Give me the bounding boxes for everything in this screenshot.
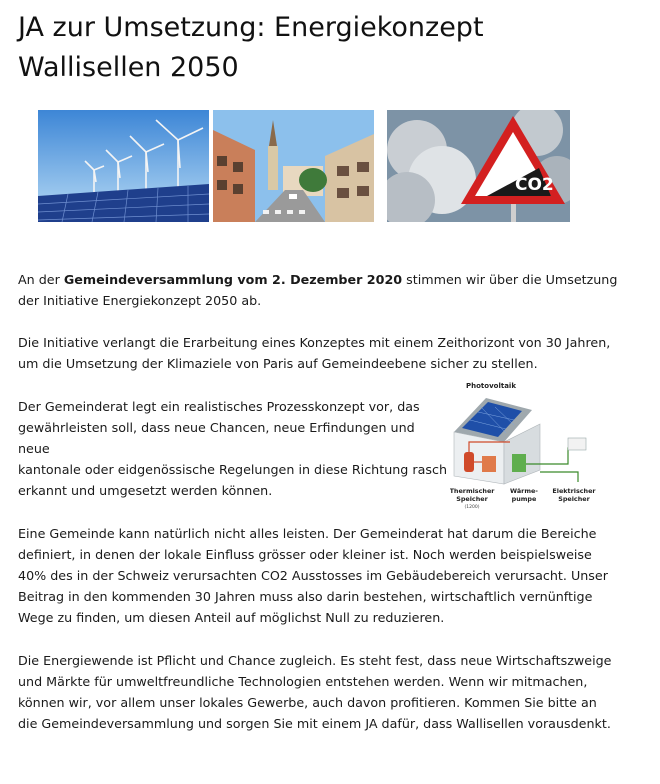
text-line: die Gemeindeversammlung und sorgen Sie mit einem JA dafür, dass Wallisellen vorausdenkt. bbox=[18, 716, 611, 731]
paragraph-energiewende bbox=[18, 650, 638, 734]
text-line: kantonale oder eidgenössische Regelungen in diese Richtung rasch bbox=[18, 462, 447, 477]
label-heat-2: pumpe bbox=[511, 495, 537, 503]
label-elec-2: Speicher bbox=[558, 495, 590, 503]
text-line: und Märkte für umweltfreundliche Technologien entstehen werden. Wenn wir mitmachen, bbox=[18, 674, 588, 689]
text-line: um die Umsetzung der Klimaziele von Paris auf Gemeindeebene sicher zu stellen. bbox=[18, 356, 538, 371]
label-thermal: Thermischer bbox=[450, 487, 495, 495]
text-line: Eine Gemeinde kann natürlich nicht alles leisten. Der Gemeinderat hat darum die Bereiche bbox=[18, 526, 597, 541]
photo-wind-solar bbox=[38, 110, 209, 222]
text-line: Der Gemeinderat legt ein realistisches Prozesskonzept vor, das bbox=[18, 399, 420, 414]
co2-sign-text: CO2 bbox=[515, 175, 554, 195]
text-line: definiert, in denen der lokale Einfluss grösser oder kleiner ist. Noch werden beispielsweise bbox=[18, 547, 592, 562]
title-line-1: JA zur Umsetzung: Energiekonzept bbox=[18, 12, 484, 43]
paragraph-initiative bbox=[18, 332, 628, 374]
intro-post: stimmen wir über die Umsetzung bbox=[402, 272, 618, 287]
text-line: gewährleisten soll, dass neue Chancen, neue Erfindungen und neue bbox=[18, 420, 415, 456]
intro-bold: Gemeindeversammlung vom 2. Dezember 2020 bbox=[63, 272, 403, 287]
intro-line-2: der Initiative Energiekonzept 2050 ab. bbox=[18, 293, 262, 308]
label-thermal-3: (1200) bbox=[464, 505, 480, 510]
intro-pre: An der bbox=[18, 272, 64, 287]
diagram-title: Photovoltaik bbox=[466, 382, 516, 390]
paragraph-gemeinde bbox=[18, 523, 628, 628]
paragraph-gemeinderat bbox=[18, 396, 448, 501]
text-line: erkannt und umgesetzt werden können. bbox=[18, 483, 273, 498]
title-line-2: Wallisellen 2050 bbox=[18, 52, 239, 83]
label-thermal-2: Speicher bbox=[456, 495, 488, 503]
photo-village-street bbox=[213, 110, 374, 222]
paragraph-intro bbox=[18, 269, 618, 311]
text-line: Die Initiative verlangt die Erarbeitung eines Konzeptes mit einem Zeithorizont von 30 Jahren, bbox=[18, 335, 611, 350]
page-title bbox=[18, 8, 484, 88]
photovoltaik-diagram bbox=[450, 380, 598, 512]
text-line: Beitrag in den kommenden 30 Jahren muss also darin bestehen, wirtschaftlich vernünftige bbox=[18, 589, 593, 604]
label-elec: Elektrischer bbox=[552, 487, 596, 495]
text-line: Wege zu finden, um diesen Anteil auf möglichst Null zu reduzieren. bbox=[18, 610, 445, 625]
text-line: können wir, vor allem unser lokales Gewerbe, auch davon profitieren. Kommen Sie bitte an bbox=[18, 695, 597, 710]
photo-co2-sign bbox=[387, 110, 570, 222]
label-heat: Wärme- bbox=[510, 487, 538, 495]
text-line: Die Energiewende ist Pflicht und Chance zugleich. Es steht fest, dass neue Wirtschaftszweige bbox=[18, 653, 612, 668]
text-line: 40% des in der Schweiz verursachten CO2 Ausstosses im Gebäudebereich verursacht. Unser bbox=[18, 568, 608, 583]
